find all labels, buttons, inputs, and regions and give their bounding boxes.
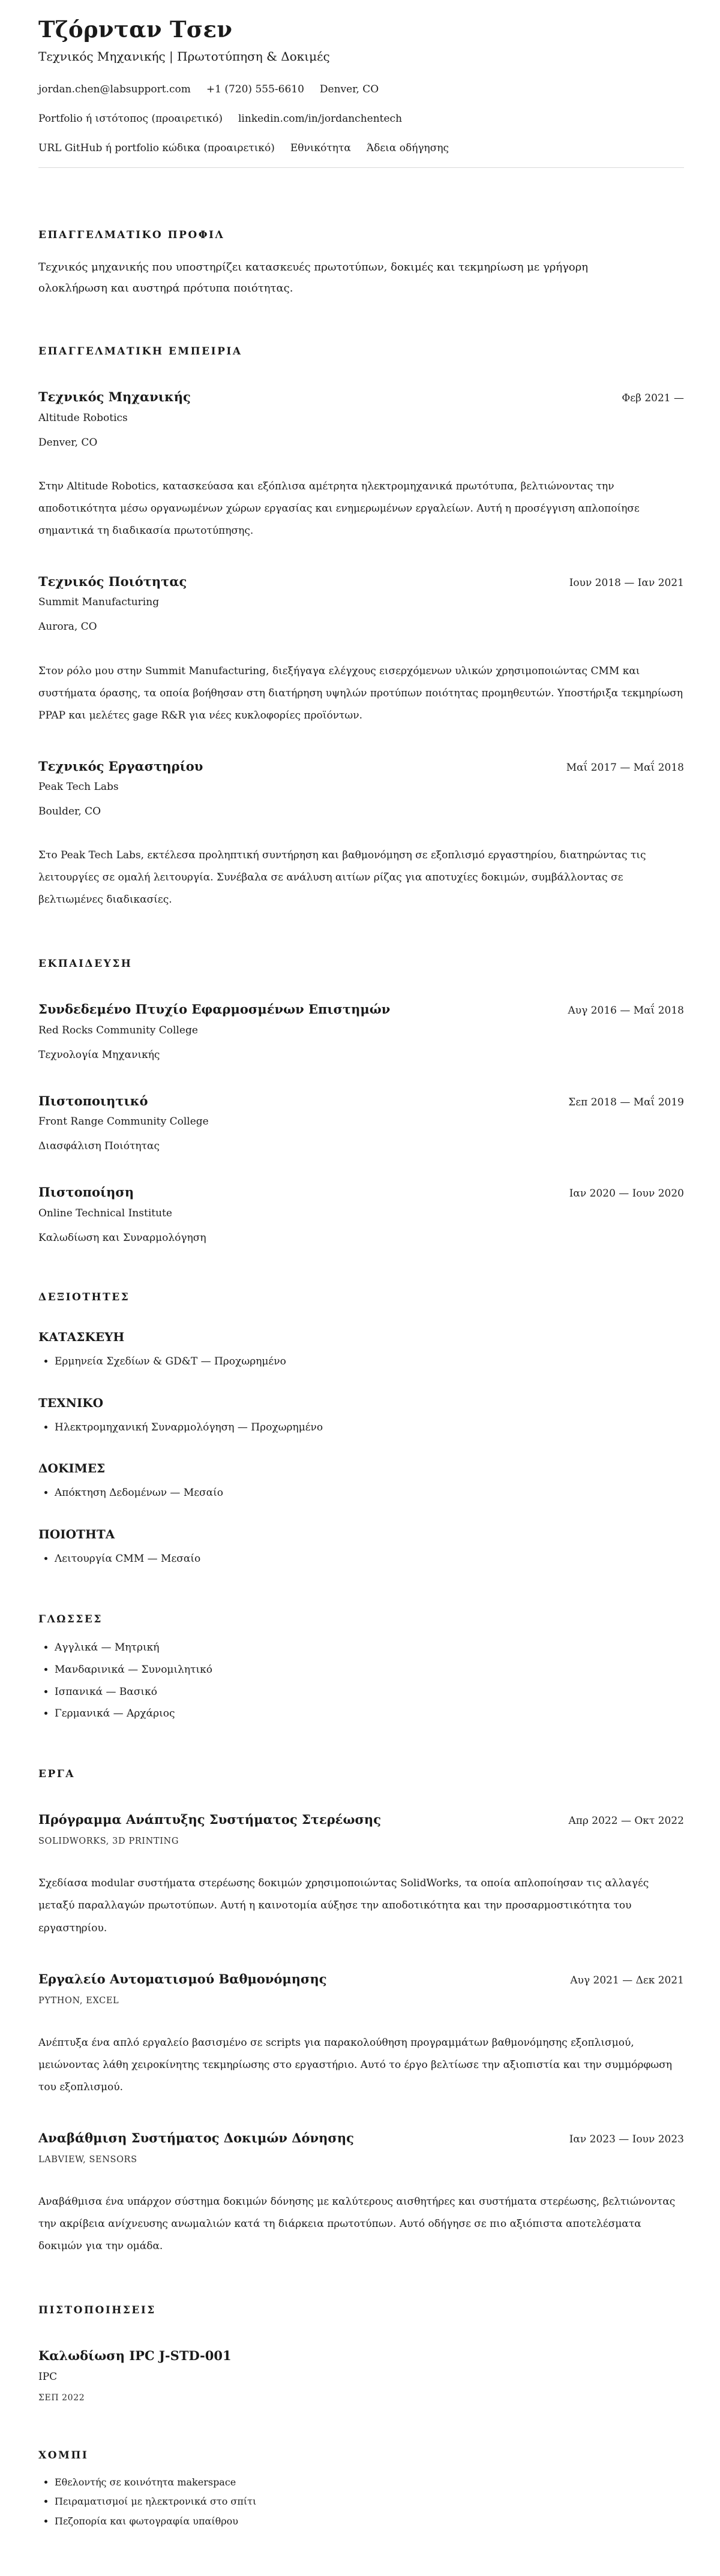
certification-entry: [38, 2347, 684, 2402]
skill-item: • Απόκτηση Δεδομένων — Μεσαίο: [55, 1486, 684, 1501]
skill-item: • Ηλεκτρομηχανική Συναρμολόγηση — Προχωρημένο: [55, 1421, 684, 1435]
project-technologies: LABVIEW, SENSORS: [38, 2155, 137, 2165]
language-item: • Αγγλικά — Μητρική: [55, 1641, 684, 1655]
job-dates: Ιουν 2018 — Ιαν 2021: [569, 577, 684, 590]
section-languages: [38, 1613, 684, 1721]
skills-heading: ΔΕΞΙΟΤΗΤΕΣ: [38, 1291, 130, 1303]
section-experience: [38, 345, 684, 911]
certifications-heading: ΠΙΣΤΟΠΟΙΗΣΕΙΣ: [38, 2304, 156, 2317]
education-dates: Σεπ 2018 — Μαΐ 2019: [568, 1096, 684, 1108]
job-entry: [38, 389, 684, 542]
language-item: • Ισπανικά — Βασικό: [55, 1685, 684, 1700]
contact-row-2: [38, 113, 684, 125]
education-heading: ΕΚΠΑΙΔΕΥΣΗ: [38, 958, 133, 970]
header-divider: [38, 167, 684, 168]
company-name: Summit Manufacturing: [38, 596, 160, 609]
languages-heading: ΓΛΩΣΣΕΣ: [38, 1613, 103, 1625]
project-dates: Ιαν 2023 — Ιουν 2023: [569, 2133, 684, 2146]
project-description: Ανέπτυξα ένα απλό εργαλείο βασισμένο σε scripts για παρακολούθηση προγραμμάτων βαθμονόμησης εξοπλισμού, μειώνοντας λάθη χειροκίνητης τεκμηρίωσης στο εργαστήριο. Αυτό το έργο βελτίωσε την αξιοπιστία και την συμμόρφωση του εξοπλισμού.: [38, 2036, 673, 2093]
skill-group-name: ΠΟΙΟΤΗΤΑ: [38, 1527, 115, 1542]
skill-group-name: ΔΟΚΙΜΕΣ: [38, 1461, 106, 1476]
project-description: Σχεδίασα modular συστήματα στερέωσης δοκιμών χρησιμοποιώντας SolidWorks, τα οποία απλοποίησαν τις αλλαγές μεταξύ παραλλαγών πρωτοτύπων. Αυτή η καινοτομία αύξησε την αποδοτικότητα και την προσαρμοστικότητα του εργαστηρίου.: [38, 1877, 649, 1934]
portfolio-placeholder-text: Portfolio ή ιστότοπος (προαιρετικό): [38, 113, 223, 125]
job-dates: Μαΐ 2017 — Μαΐ 2018: [566, 761, 684, 774]
education-dates: Ιαν 2020 — Ιουν 2020: [569, 1188, 684, 1200]
profile-summary: Τεχνικός μηχανικής που υποστηρίζει κατασκευές πρωτοτύπων, δοκιμές και τεκμηρίωση με γρήγορη ολοκλήρωση και αυστηρά πρότυπα ποιότητας.: [38, 261, 589, 295]
education-dates: Αυγ 2016 — Μαΐ 2018: [568, 1005, 684, 1017]
project-description: Αναβάθμισα ένα υπάρχον σύστημα δοκιμών δόνησης με καλύτερους αισθητήρες και συστήματα στερέωσης, βελτιώνοντας την ακρίβεια ανίχνευσης ανωμαλιών κατά τη διάρκεια πρωτοτύπων. Αυτό οδήγησε σε πιο αξιόπιστα αποτελέσματα δοκιμών για την ομάδα.: [38, 2196, 676, 2253]
certification-issuer: IPC: [38, 2370, 58, 2383]
job-entry: [38, 573, 684, 727]
contact-info: [38, 83, 684, 154]
job-location: Boulder, CO: [38, 805, 101, 818]
hobby-item: • Πειραματισμοί με ηλεκτρονικά στο σπίτι: [55, 2495, 684, 2508]
job-entry: [38, 758, 684, 912]
section-education: [38, 958, 684, 1244]
certification-title: Καλωδίωση IPC J-STD-001: [38, 2348, 232, 2364]
job-description: Στον ρόλο μου στην Summit Manufacturing, διεξήγαγα ελέγχους εισερχόμενων υλικών χρησιμοποιώντας CMM και συστήματα όρασης, τα οποία βοήθησαν στη διατήρηση υψηλών προτύπων ποιότητας προμηθευτών. Υποστήριξα τεκμηρίωση PPAP και μελέτες gage R&R για νέες κυκλοφορίες προϊόντων.: [38, 665, 683, 722]
field-of-study: Διασφάλιση Ποιότητας: [38, 1140, 160, 1153]
project-entry: [38, 1971, 684, 2099]
language-item: • Μανδαρινικά — Συνομιλητικό: [55, 1663, 684, 1678]
project-title: Αναβάθμιση Συστήματος Δοκιμών Δόνησης: [38, 2130, 354, 2146]
section-skills: [38, 1291, 684, 1567]
school-name: Online Technical Institute: [38, 1207, 172, 1219]
driving-license-text: Άδεια οδήγησης: [366, 142, 449, 155]
hobby-item: • Πεζοπορία και φωτογραφία υπαίθρου: [55, 2515, 684, 2528]
school-name: Front Range Community College: [38, 1116, 209, 1128]
contact-row-1: [38, 83, 684, 95]
education-entry: [38, 1184, 684, 1244]
skill-group-name: ΚΑΤΑΣΚΕΥΗ: [38, 1329, 125, 1344]
degree-title: Πιστοποίηση: [38, 1185, 134, 1200]
page-title: Τζόρνταν Τσεν: [38, 16, 233, 43]
section-projects: [38, 1768, 684, 2258]
hobbies-heading: ΧΟΜΠΙ: [38, 2449, 89, 2461]
project-title: Πρόγραμμα Ανάπτυξης Συστήματος Στερέωσης: [38, 1812, 381, 1827]
projects-heading: ΕΡΓΑ: [38, 1768, 75, 1781]
school-name: Red Rocks Community College: [38, 1024, 198, 1036]
field-of-study: Τεχνολογία Μηχανικής: [38, 1048, 160, 1061]
email-text: jordan.chen@labsupport.com: [38, 83, 191, 96]
section-certifications: [38, 2304, 684, 2402]
project-title: Εργαλείο Αυτοματισμού Βαθμονόμησης: [38, 1971, 327, 1986]
certification-date: ΣΕΠ 2022: [38, 2392, 85, 2403]
skill-group: [38, 1396, 684, 1435]
profile-heading: ΕΠΑΓΓΕΛΜΑΤΙΚΟ ΠΡΟΦΙΛ: [38, 229, 225, 242]
project-dates: Απρ 2022 — Οκτ 2022: [568, 1815, 684, 1827]
contact-row-3: [38, 142, 684, 154]
degree-title: Πιστοποιητικό: [38, 1093, 148, 1108]
github-placeholder-text: URL GitHub ή portfolio κώδικα (προαιρετικό): [38, 142, 275, 155]
resume-header: [38, 16, 684, 168]
skill-group: [38, 1330, 684, 1369]
location-text: Denver, CO: [319, 83, 379, 96]
degree-title: Συνδεδεμένο Πτυχίο Εφαρμοσμένων Επιστημών: [38, 1002, 391, 1017]
job-location: Aurora, CO: [38, 621, 97, 633]
section-profile: [38, 229, 684, 299]
skill-item: • Ερμηνεία Σχεδίων & GD&T — Προχωρημένο: [55, 1355, 684, 1369]
section-hobbies: [38, 2449, 684, 2528]
education-entry: [38, 1001, 684, 1061]
project-technologies: SOLIDWORKS, 3D PRINTING: [38, 1836, 179, 1847]
project-technologies: PYTHON, EXCEL: [38, 1995, 119, 2006]
job-location: Denver, CO: [38, 436, 98, 449]
language-item: • Γερμανικά — Αρχάριος: [55, 1707, 684, 1721]
project-entry: [38, 1811, 684, 1939]
skill-group-name: ΤΕΧΝΙΚΟ: [38, 1395, 104, 1410]
company-name: Altitude Robotics: [38, 411, 128, 424]
job-description: Στο Peak Tech Labs, εκτέλεσα προληπτική συντήρηση και βαθμονόμηση σε εξοπλισμό εργαστηρίου, διατηρώντας τις λειτουργίες σε ομαλή λειτουργία. Συνέβαλα σε ανάλυση αιτίων ρίζας για αποτυχίες δοκιμών, συμβάλλοντας σε βελτιωμένες διαδικασίες.: [38, 849, 646, 906]
job-dates: Φεβ 2021 —: [622, 392, 684, 405]
project-entry: [38, 2130, 684, 2258]
phone-text: +1 (720) 555-6610: [206, 83, 304, 96]
job-title: Τεχνικός Μηχανικής: [38, 389, 191, 405]
hobby-item: • Εθελοντής σε κοινότητα makerspace: [55, 2476, 684, 2489]
job-description: Στην Altitude Robotics, κατασκεύασα και εξόπλισα αμέτρητα ηλεκτρομηχανικά πρωτότυπα, βελτιώνοντας την αποδοτικότητα μέσω οργανωμένων χώρων εργασίας και ενημερωμένων εργαλείων. Αυτή η προσέγγιση απλοποίησε σημαντικά τη διαδικασία πρωτοτύπησης.: [38, 480, 640, 537]
job-title: Τεχνικός Ποιότητας: [38, 574, 187, 590]
skill-item: • Λειτουργία CMM — Μεσαίο: [55, 1552, 684, 1567]
skill-group: [38, 1461, 684, 1501]
field-of-study: Καλωδίωση και Συναρμολόγηση: [38, 1231, 206, 1244]
linkedin-text: linkedin.com/in/jordanchentech: [238, 113, 403, 125]
nationality-text: Εθνικότητα: [290, 142, 351, 155]
professional-title: Τεχνικός Μηχανικής | Πρωτοτύπηση & Δοκιμές: [38, 49, 330, 64]
experience-heading: ΕΠΑΓΓΕΛΜΑΤΙΚΗ ΕΜΠΕΙΡΙΑ: [38, 345, 242, 358]
company-name: Peak Tech Labs: [38, 780, 119, 793]
education-entry: [38, 1093, 684, 1153]
skill-group: [38, 1527, 684, 1567]
job-title: Τεχνικός Εργαστηρίου: [38, 758, 203, 774]
project-dates: Αυγ 2021 — Δεκ 2021: [570, 1974, 684, 1986]
